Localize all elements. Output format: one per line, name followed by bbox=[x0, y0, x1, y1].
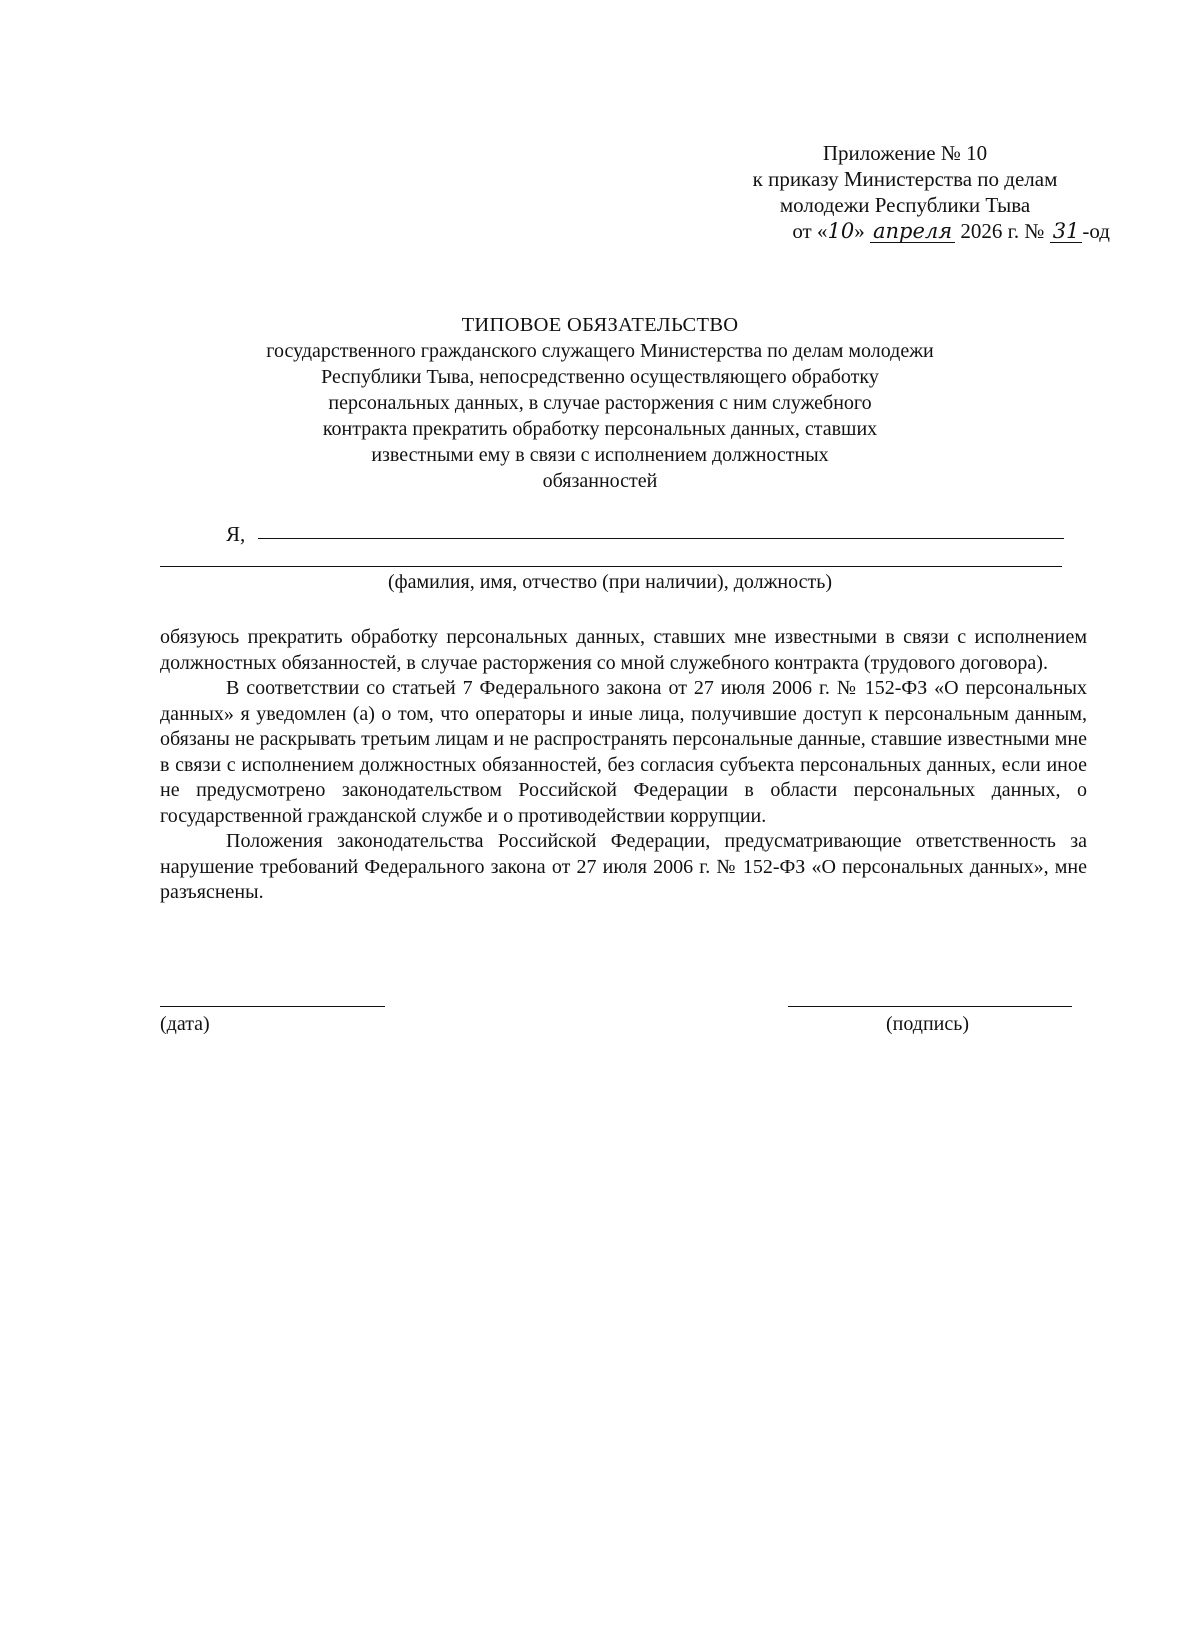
name-blank-line-2[interactable] bbox=[160, 566, 1062, 567]
appendix-date-line bbox=[700, 218, 1110, 244]
appendix-line-3: молодежи Республики Тыва bbox=[779, 193, 1031, 217]
body-text bbox=[160, 625, 1087, 906]
paragraph-1: обязуюсь прекратить обработку персональных данных, ставших мне известными в связи с исполнением должностных обязанностей, в случае расторжения со мной служебного контракта (трудового договора). bbox=[160, 626, 1087, 674]
appendix-line-2: к приказу Министерства по делам bbox=[752, 167, 1058, 191]
title-line-4: контракта прекратить обработку персональных данных, ставших bbox=[322, 418, 878, 440]
date-blank-line[interactable] bbox=[160, 1006, 385, 1007]
date-year: 2026 г. № bbox=[960, 219, 1045, 243]
paragraph-3: Положения законодательства Российской Федерации, предусматривающие ответственность за нарушение требований Федерального закона от 27 июля 2006 г. № 152-ФЗ «О персональных данных», мне разъяснены. bbox=[160, 830, 1087, 903]
date-label: (дата) bbox=[160, 1013, 210, 1035]
paragraph-2: В соответствии со статьей 7 Федерального закона от 27 июля 2006 г. № 152-ФЗ «О персональных данных» я уведомлен (а) о том, что операторы и иные лица, получившие доступ к персональным данным, обязаны не раскрывать третьим лицам и не распространять персональные данные, ставшие известными мне в связи с исполнением должностных обязанностей, без согласия субъекта персональных данных, если иное не предусмотрено законодательством Российской Федерации в области персональных данных, о государственной гражданской службе и о противодействии коррупции. bbox=[160, 677, 1087, 827]
signature-label: (подпись) bbox=[886, 1013, 970, 1035]
title-line-2: Республики Тыва, непосредственно осуществляющего обработку bbox=[321, 366, 879, 388]
fill-note: (фамилия, имя, отчество (при наличии), должность) bbox=[387, 571, 833, 593]
date-month-handwritten: апреля bbox=[870, 220, 955, 243]
signature-blank-line[interactable] bbox=[788, 1006, 1072, 1007]
date-day-handwritten: 10 bbox=[827, 219, 855, 243]
name-blank-line-1[interactable] bbox=[258, 538, 1064, 539]
title-line-5: известными ему в связи с исполнением должностных bbox=[371, 444, 829, 466]
title-line-3: персональных данных, в случае расторжения с ним служебного bbox=[328, 392, 872, 414]
title-line-1: государственного гражданского служащего Министерства по делам молодежи bbox=[266, 340, 934, 362]
order-suffix: -од bbox=[1082, 219, 1110, 243]
date-mid: » bbox=[854, 219, 865, 243]
appendix-header bbox=[700, 140, 1110, 244]
order-number-handwritten: 31 bbox=[1050, 220, 1083, 243]
title-heading: ТИПОВОЕ ОБЯЗАТЕЛЬСТВО bbox=[461, 314, 739, 336]
document-title bbox=[200, 312, 1000, 494]
fill-prefix: Я, bbox=[226, 522, 246, 546]
appendix-line-1: Приложение № 10 bbox=[822, 141, 988, 165]
title-line-6: обязанностей bbox=[542, 470, 658, 492]
date-prefix: от « bbox=[792, 219, 828, 243]
